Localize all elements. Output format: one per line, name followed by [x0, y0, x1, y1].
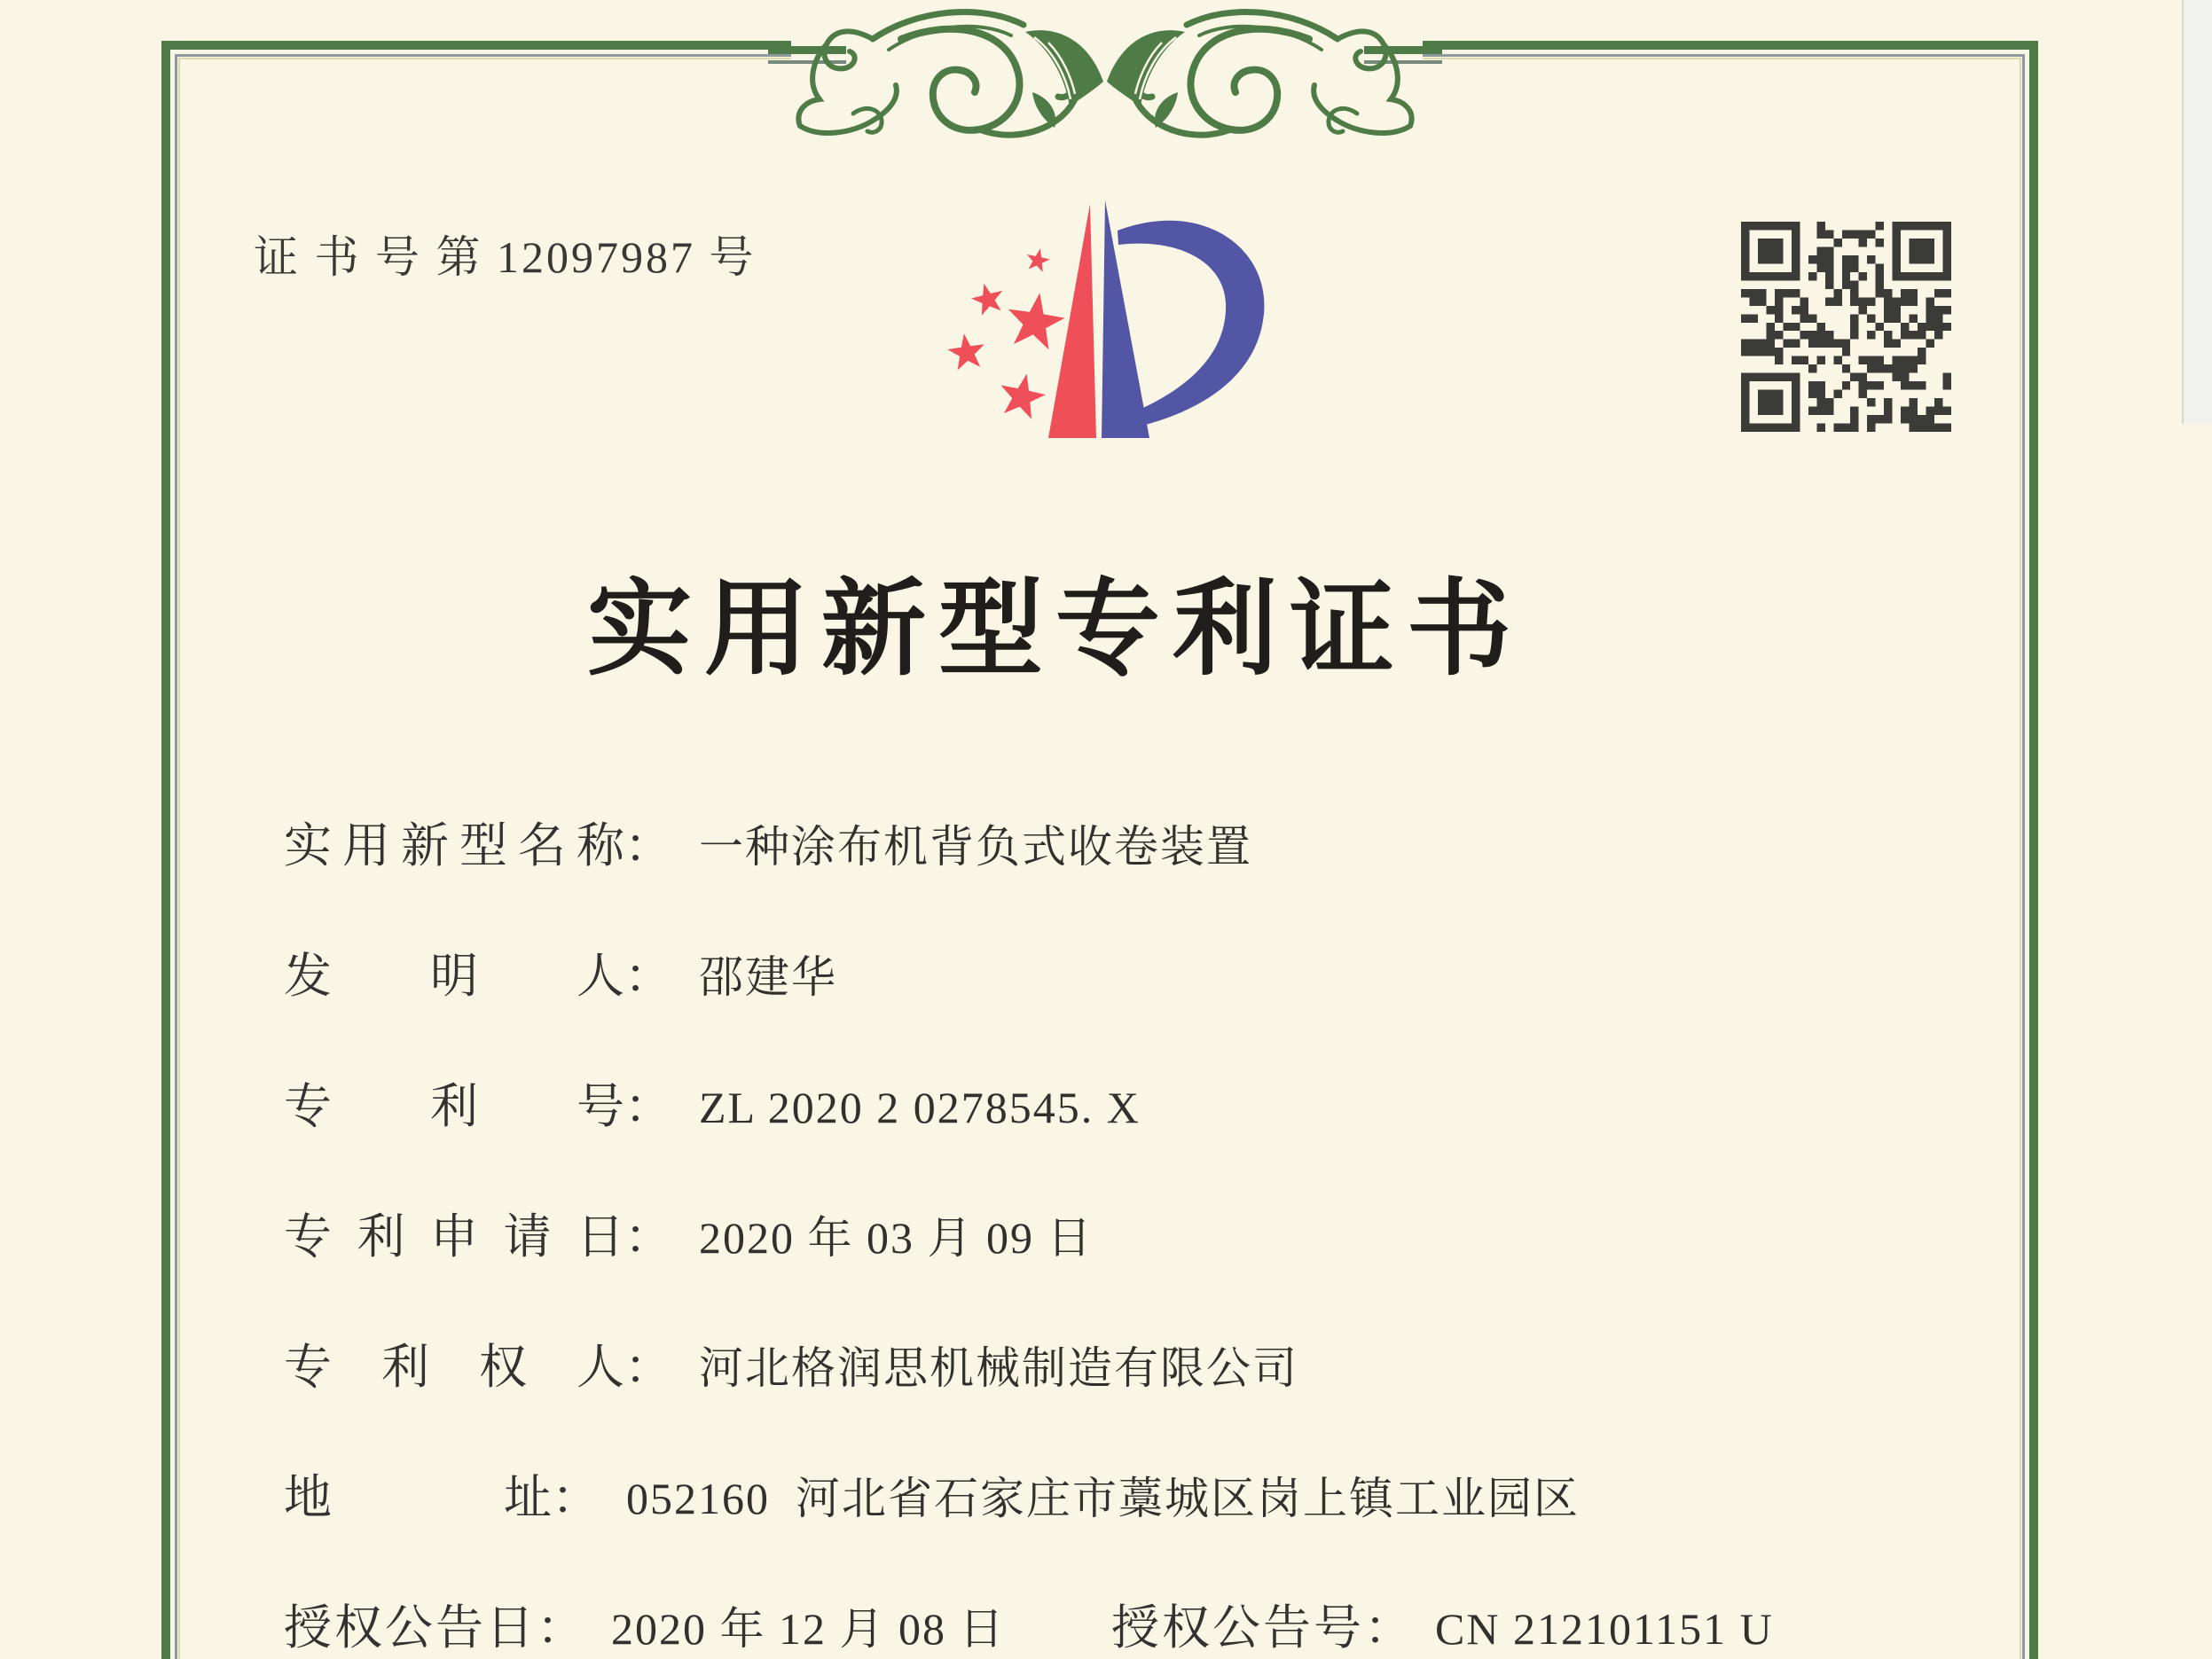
field-label: 授权公告日 [284, 1601, 537, 1655]
field-row-grant-number [1111, 1600, 1774, 1655]
field-value: 邵建华 [699, 952, 837, 1002]
field-label: 授权公告号 [1111, 1601, 1364, 1655]
cnipa-patent-logo-icon [944, 197, 1270, 445]
field-colon: ： [624, 1341, 672, 1394]
field-value: 2020 年 12 月 08 日 [611, 1604, 1006, 1654]
field-row-inventor [284, 949, 837, 1004]
field-value: 2020 年 03 月 09 日 [699, 1213, 1094, 1263]
certificate-title: 实用新型专利证书 [587, 572, 1525, 688]
field-value: 052160 河北省石家庄市藁城区岗上镇工业园区 [626, 1474, 1580, 1523]
scan-edge-strip [2182, 0, 2212, 424]
field-label: 地址 [284, 1471, 552, 1524]
field-colon: ： [624, 1210, 672, 1264]
field-value: 河北格润思机械制造有限公司 [699, 1343, 1298, 1393]
field-row-filing-date [284, 1209, 1094, 1264]
field-colon: ： [624, 950, 672, 1003]
field-label: 专利权人 [284, 1341, 624, 1394]
field-label: 实用新型名称 [284, 819, 624, 873]
field-colon: ： [552, 1471, 600, 1524]
field-colon: ： [624, 1080, 672, 1133]
logo-stars [945, 247, 1068, 421]
field-row-utility-model-name [284, 818, 1252, 873]
qr-code-icon [1741, 222, 1951, 432]
field-row-patentee [284, 1340, 1298, 1395]
certificate-number: 证 书 号 第 12097987 号 [254, 232, 757, 282]
dragon-scroll-ornament-icon [768, 0, 1442, 149]
field-value: ZL 2020 2 0278545. X [699, 1083, 1141, 1132]
field-label: 专利申请日 [284, 1210, 624, 1264]
field-row-patent-number [284, 1079, 1141, 1134]
field-label: 专利号 [284, 1080, 624, 1133]
field-colon: ： [537, 1601, 584, 1655]
field-row-grant-date [284, 1600, 1006, 1655]
field-colon: ： [1364, 1601, 1412, 1655]
field-colon: ： [624, 819, 672, 873]
field-label: 发明人 [284, 950, 624, 1003]
field-value: 一种涂布机背负式收卷装置 [699, 822, 1252, 872]
field-value: CN 212101151 U [1435, 1604, 1774, 1654]
field-row-address [284, 1470, 1580, 1525]
